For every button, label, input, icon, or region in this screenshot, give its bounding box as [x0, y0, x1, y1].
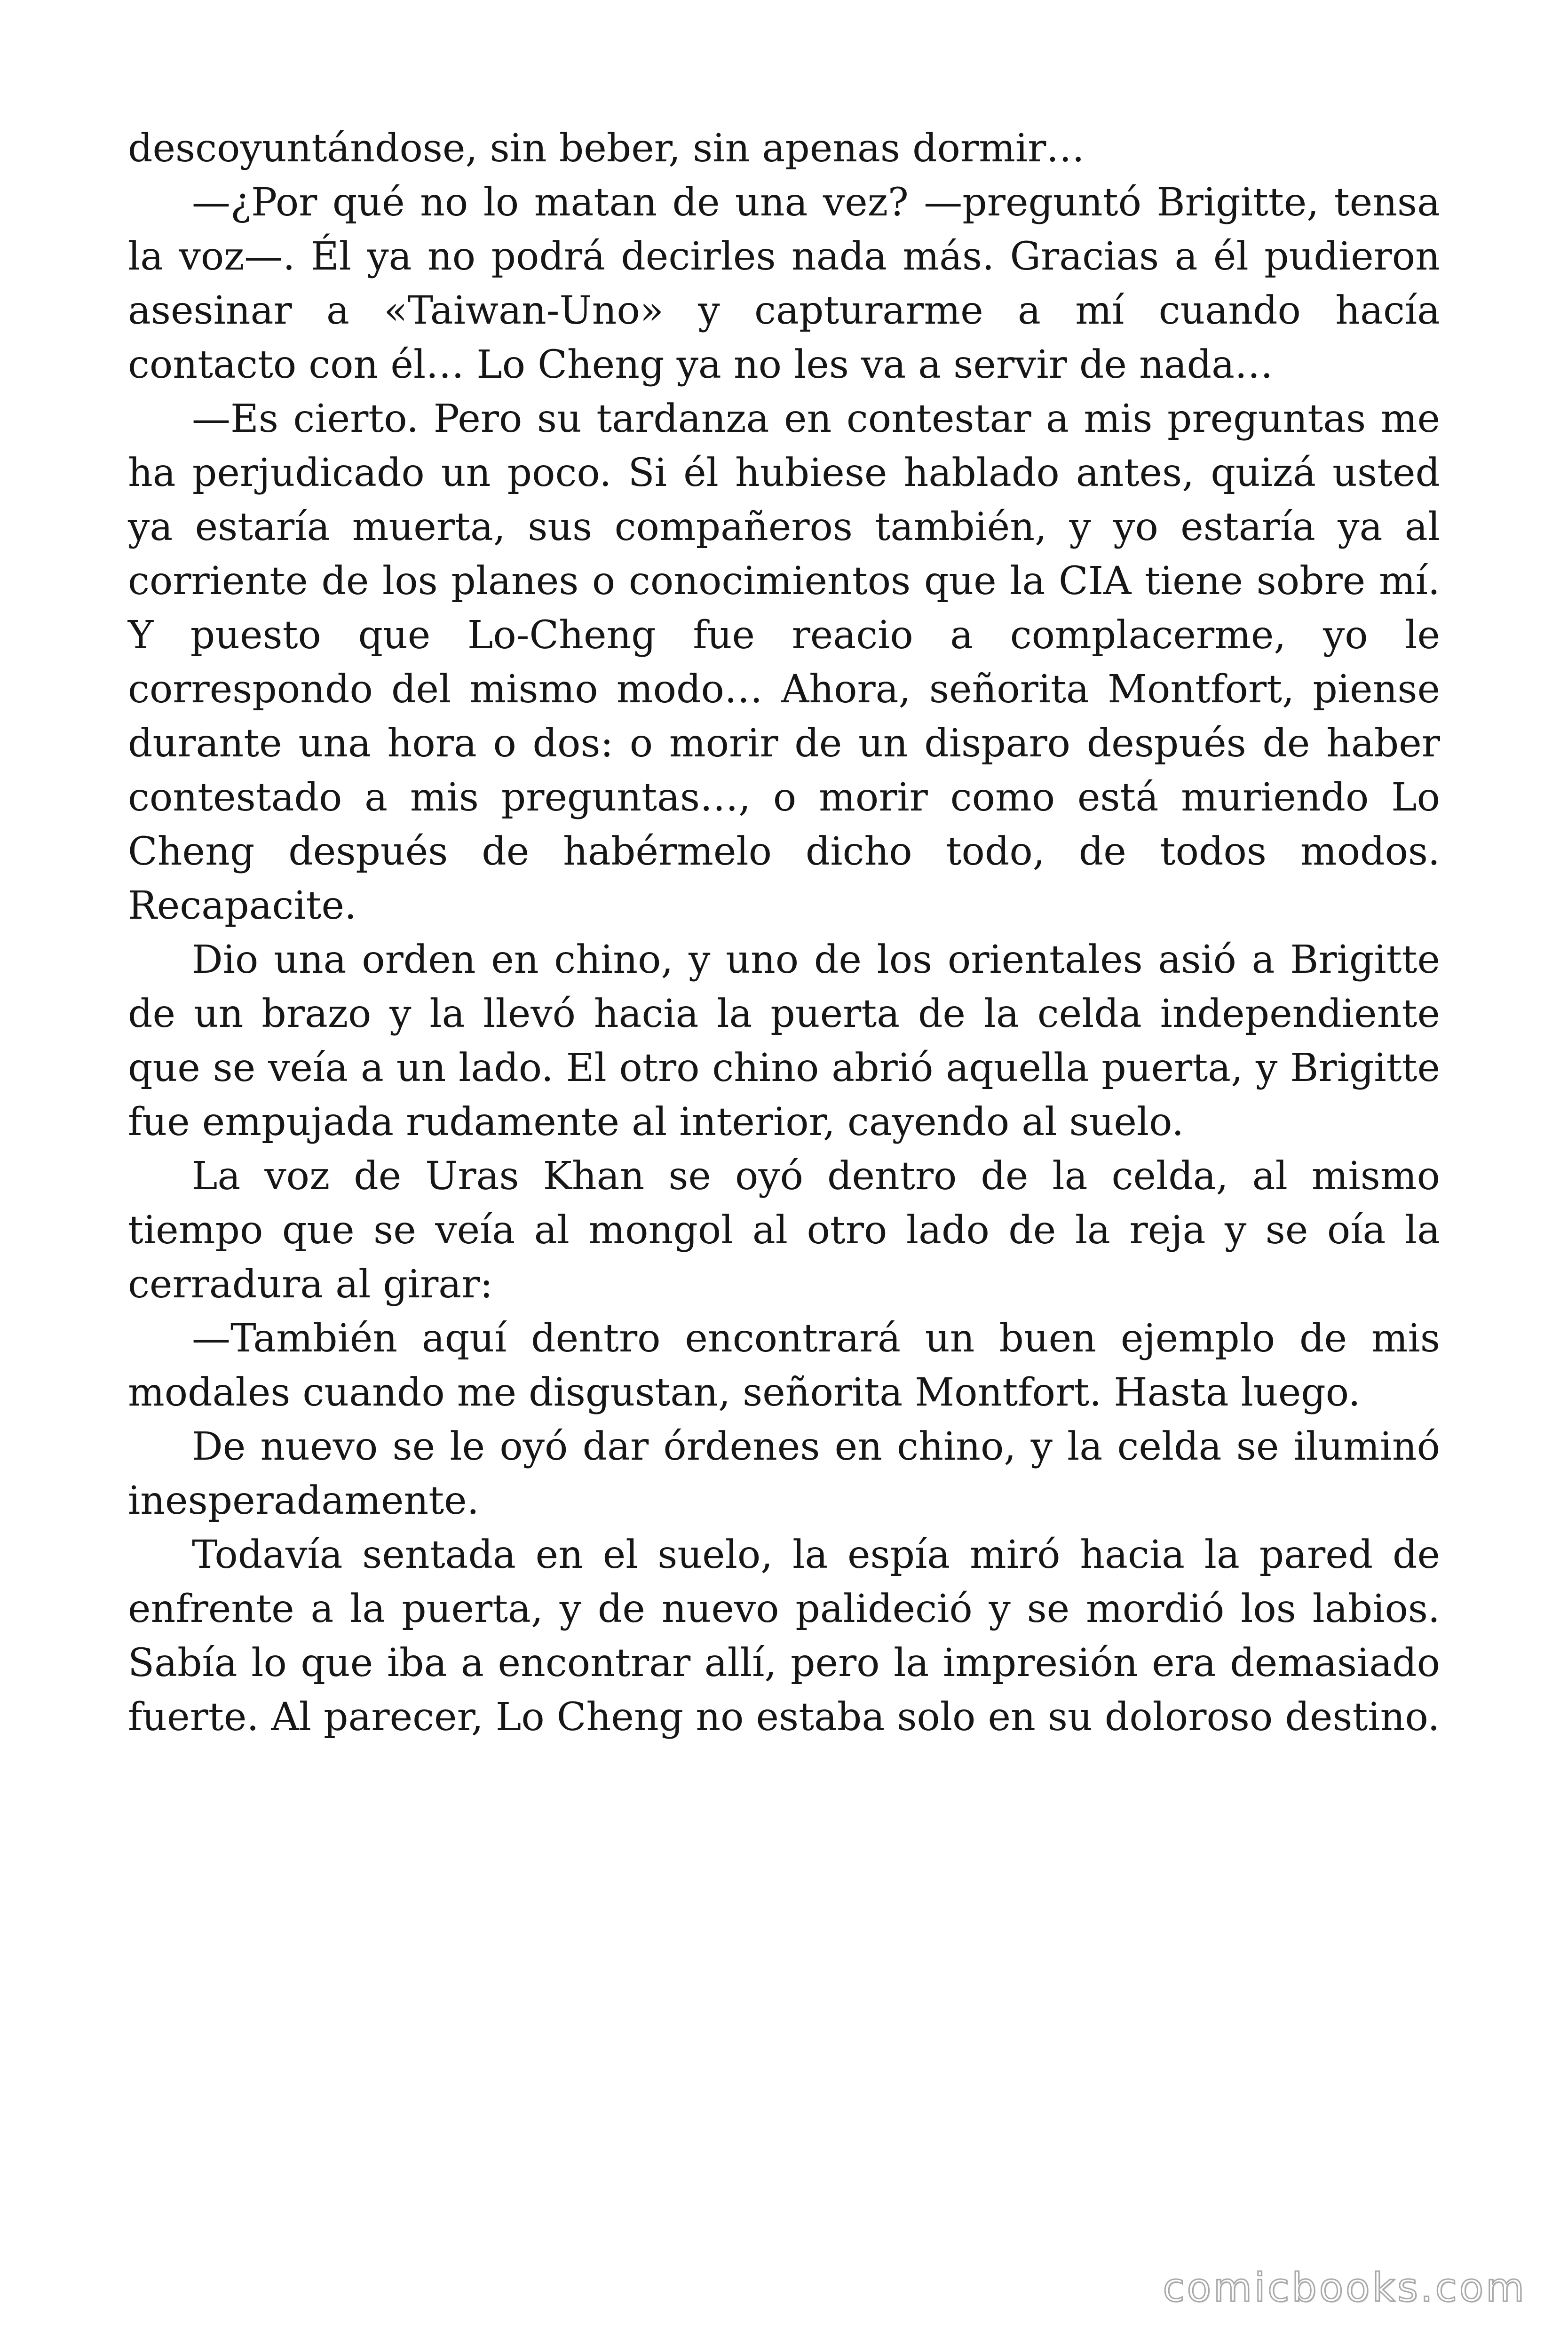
watermark: comicbooks.com: [1163, 2265, 1527, 2311]
page-body-text: [128, 121, 1440, 1744]
paragraph-brigitte-question: —¿Por qué no lo matan de una vez? —preguntó Brigitte, tensa la voz—. Él ya no podrá decirles nada más. Gracias a él pudieron asesinar a «Taiwan-Uno» y capturarme a mí cuando hacía contacto con él… Lo Cheng ya no les va a servir de nada…: [128, 180, 1440, 387]
paragraph-narration-light: De nuevo se le oyó dar órdenes en chino, y la celda se iluminó inesperadamente.: [128, 1424, 1440, 1523]
paragraph-continuation: descoyuntándose, sin beber, sin apenas dormir…: [128, 126, 1085, 171]
paragraph-uras-khan-farewell: —También aquí dentro encontrará un buen ejemplo de mis modales cuando me disgustan, señorita Montfort. Hasta luego.: [128, 1316, 1440, 1415]
paragraph-narration-voice: La voz de Uras Khan se oyó dentro de la celda, al mismo tiempo que se veía al mongol al otro lado de la reja y se oía la cerradura al girar:: [128, 1154, 1440, 1307]
paragraph-narration-order: Dio una orden en chino, y uno de los orientales asió a Brigitte de un brazo y la llevó hacia la puerta de la celda independiente que se veía a un lado. El otro chino abrió aquella puerta, y Brigitte fue empujada rudamente al interior, cayendo al suelo.: [128, 938, 1440, 1144]
paragraph-uras-khan-reply: —Es cierto. Pero su tardanza en contestar a mis preguntas me ha perjudicado un poco. Si él hubiese hablado antes, quizá usted ya estaría muerta, sus compañeros también, y yo estaría ya al corriente de los planes o conocimientos que la CIA tiene sobre mí. Y puesto que Lo-Cheng fue reacio a complacerme, yo le correspondo del mismo modo… Ahora, señorita Montfort, piense durante una hora o dos: o morir de un disparo después de haber contestado a mis preguntas…, o morir como está muriendo Lo Cheng después de habérmelo dicho todo, de todos modos. Recapacite.: [128, 397, 1440, 928]
paragraph-narration-wall: Todavía sentada en el suelo, la espía miró hacia la pared de enfrente a la puerta, y de nuevo palideció y se mordió los labios. Sabía lo que iba a encontrar allí, pero la impresión era demasiado fuerte. Al parecer, Lo Cheng no estaba solo en su doloroso destino.: [128, 1533, 1440, 1740]
